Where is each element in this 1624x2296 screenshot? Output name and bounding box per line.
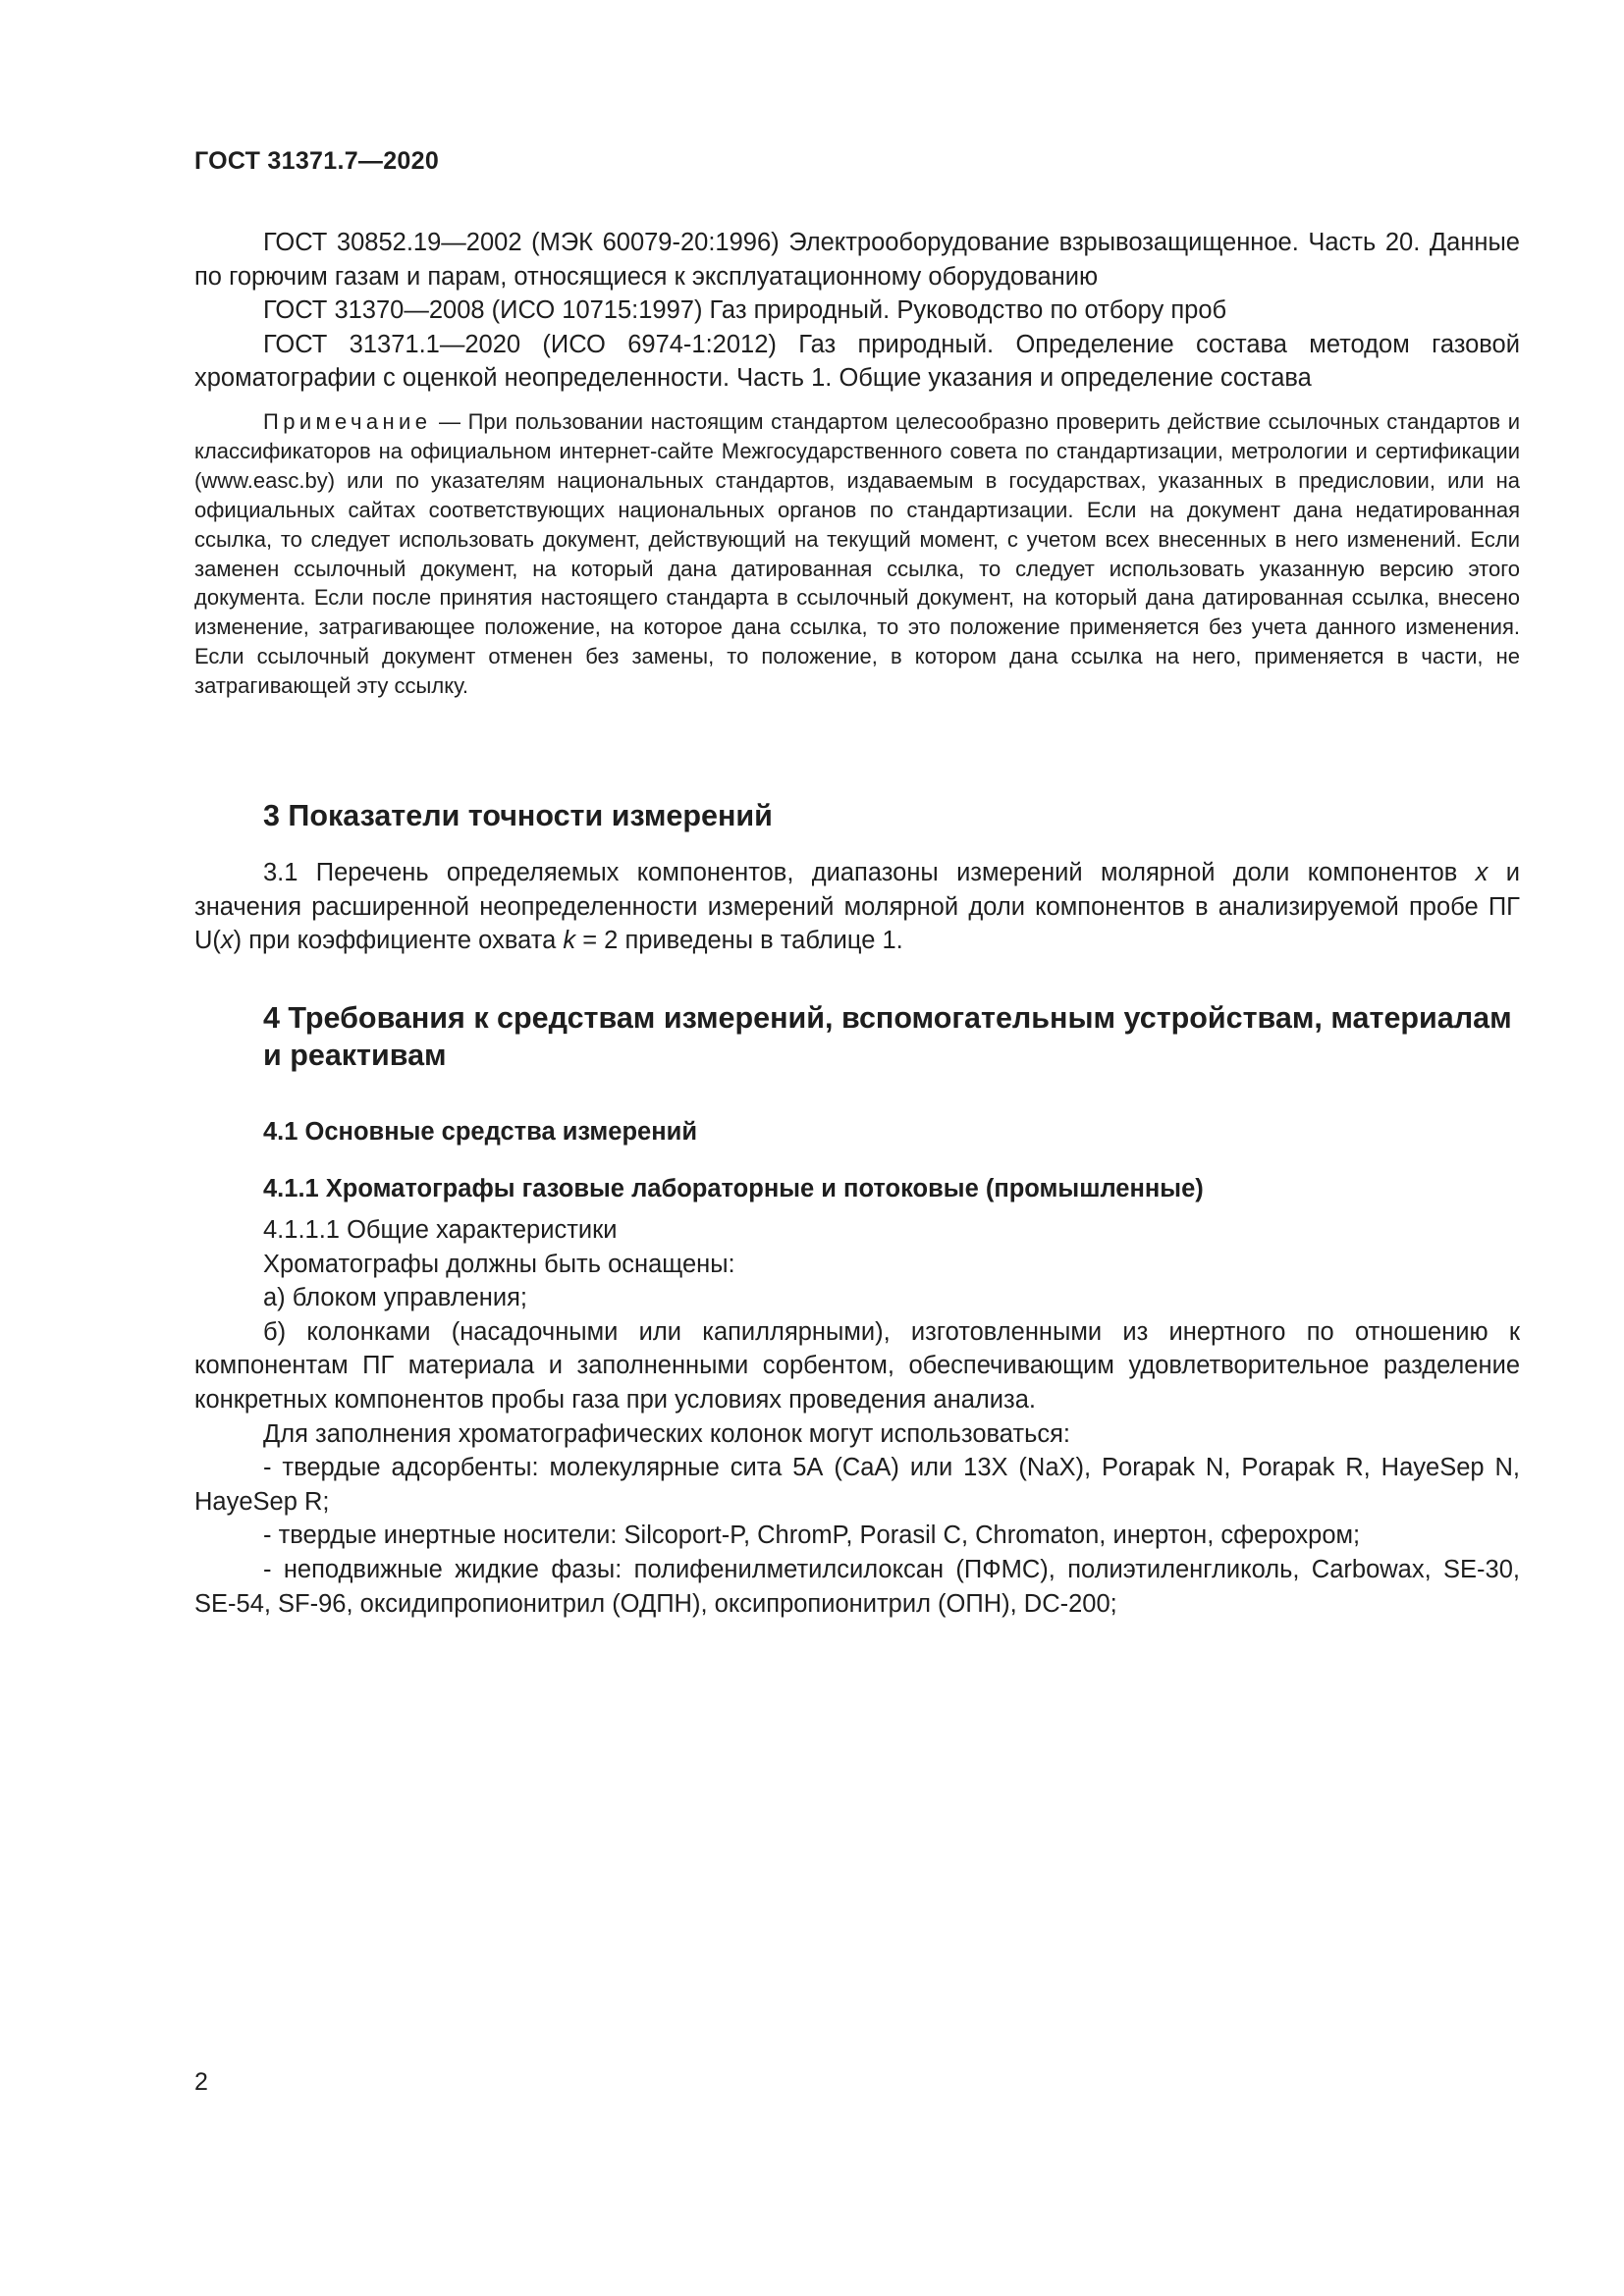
normative-references (194, 226, 1520, 396)
section-3 (194, 797, 1520, 834)
list-item-b: б) колонками (насадочными или капиллярными), изготовленными из инертного по отношению к компонентам ПГ материала и заполненными сорбентом, обеспечивающим удовлетворительное разделение конкретных компонентов пробы газа при условиях проведения анализа. (194, 1317, 1520, 1414)
italic-x: x (220, 927, 234, 955)
dash-item-adsorbents: - твердые адсорбенты: молекулярные сита 5А (CaA) или 13Х (NaX), Porapak N, Porapak R, HayeSep N, HayeSep R; (194, 1454, 1520, 1516)
clause-4-1-1-1: 4.1.1.1 Общие характеристики (263, 1216, 618, 1244)
list-item-a: а) блоком управления; (263, 1284, 527, 1312)
section-4 (194, 999, 1520, 1074)
note-label: Примечание (263, 409, 432, 434)
subsection-4-1-1-title: 4.1.1 Хроматографы газовые лабораторные и потоковые (промышленные) (263, 1175, 1204, 1202)
text-run: ) при коэффициенте охвата (233, 927, 564, 955)
note-text: — При пользовании настоящим стандартом целесообразно проверить действие ссылочных стандартов и классификаторов на официальном интернет-сайте Межгосударственного совета по стандартизации, метрологии и сертификации (www.easc.by) или по указателям национальных стандартов, издаваемым в государствах, указанных в предисловии, или на официальных сайтах соответствующих национальных органов по стандартизации. Если на документ дана недатированная ссылка, то следует использовать документ, действующий на текущий момент, с учетом всех внесенных в него изменений. Если заменен ссылочный документ, на который дана датированная ссылка, то следует использовать указанную версию этого документа. Если после принятия настоящего стандарта в ссылочный документ, на который дана датированная ссылка, внесено изменение, затрагивающее положение, на которое дана ссылка, то это положение применяется без учета данного изменения. Если ссылочный документ отменен без замены, то положение, в котором дана ссылка на него, применяется в части, не затрагивающей эту ссылку. (194, 409, 1520, 699)
reference-item: ГОСТ 31370—2008 (ИСО 10715:1997) Газ природный. Руководство по отбору проб (263, 296, 1227, 325)
text-run: и значения расширенной неопределенности измерений молярной доли компонентов в анализируемой пробе ПГ U( (194, 859, 1520, 955)
subsection-4-1-title: 4.1 Основные средства измерений (263, 1118, 697, 1146)
fill-paragraph: Для заполнения хроматографических колонок могут использоваться: (263, 1419, 1071, 1448)
page-number: 2 (194, 2068, 208, 2096)
reference-item: ГОСТ 31371.1—2020 (ИСО 6974-1:2012) Газ природный. Определение состава методом газовой хроматографии с оценкой неопределенности. Часть 1. Общие указания и определение состава (194, 330, 1520, 393)
note-paragraph (194, 407, 1520, 701)
paragraph-3-1 (194, 856, 1520, 958)
section-3-title: 3 Показатели точности измерений (263, 799, 773, 832)
reference-item: ГОСТ 30852.19—2002 (МЭК 60079-20:1996) Электрооборудование взрывозащищенное. Часть 20. Данные по горючим газам и парам, относящиеся к эксплуатационному оборудованию (194, 229, 1520, 291)
dash-item-liquid-phases: - неподвижные жидкие фазы: полифенилметилсилоксан (ПФМС), полиэтиленгликоль, Carbowax, SE-30, SE-54, SF-96, оксидипропионитрил (ОДПН), оксипропионитрил (ОПН), DC-200; (194, 1555, 1520, 1618)
italic-x: x (1475, 859, 1489, 886)
dash-item-carriers: - твердые инертные носители: Silcoport-P, ChromP, Porasil C, Chromaton, инертон, сферохром; (263, 1522, 1361, 1550)
subsection-4-1 (194, 1115, 1520, 1148)
text-run: 3.1 Перечень определяемых компонентов, диапазоны измерений молярной доли компонентов (263, 859, 1476, 886)
document-code-header: ГОСТ 31371.7—2020 (194, 147, 440, 175)
equipped-paragraph: Хроматографы должны быть оснащены: (263, 1250, 735, 1278)
italic-k: k (563, 927, 576, 955)
text-run: = 2 приведены в таблице 1. (575, 927, 903, 955)
section-3-body (194, 856, 1520, 958)
section-4-title: 4 Требования к средствам измерений, вспомогательным устройствам, материалам и реактивам (263, 1001, 1512, 1072)
subsection-4-1-1 (194, 1172, 1520, 1205)
subsection-4-1-1-body (194, 1213, 1520, 1621)
note-block (194, 407, 1520, 701)
